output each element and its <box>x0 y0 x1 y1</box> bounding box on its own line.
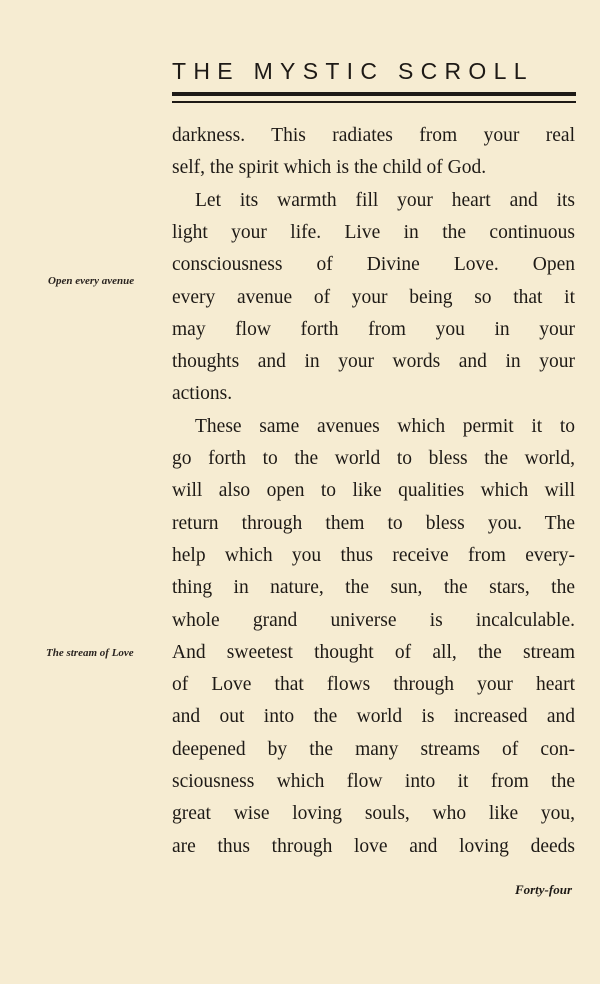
text-line: darkness. This radiates from your real <box>172 125 575 146</box>
text-line: Let its warmth fill your heart and its <box>195 189 575 211</box>
text-line: help which you thus receive from every- <box>172 544 575 566</box>
text-line: And sweetest thought of all, the stream <box>172 641 575 663</box>
text-line: great wise loving souls, who like you, <box>172 803 575 825</box>
text-line: will also open to like qualities which will <box>172 480 575 502</box>
text-line: These same avenues which permit it to <box>195 415 575 437</box>
margin-note: The stream of Love <box>46 647 134 659</box>
text-line: deepened by the many streams of con- <box>172 738 575 760</box>
text-line: thoughts and in your words and in your <box>172 351 575 373</box>
page-number: Forty-four <box>514 882 572 897</box>
text-line: are thus through love and loving deeds <box>172 835 575 857</box>
text-line: every avenue of your being so that it <box>172 286 575 308</box>
text-line: and out into the world is increased and <box>172 706 575 728</box>
text-line: of Love that flows through your heart <box>172 674 575 696</box>
header-rule-thin <box>172 101 576 103</box>
text-line: actions. <box>172 383 233 405</box>
text-line: may flow forth from you in your <box>172 318 575 340</box>
text-line: return through them to bless you. The <box>172 512 575 534</box>
text-line: thing in nature, the sun, the stars, the <box>172 577 575 599</box>
margin-note: Open every avenue <box>48 275 135 287</box>
text-line: whole grand universe is incalculable. <box>172 609 575 631</box>
header-rule-thick <box>172 92 576 96</box>
text-line: go forth to the world to bless the world, <box>172 448 575 469</box>
text-line: self, the spirit which is the child of God. <box>172 157 487 179</box>
text-line: light your life. Live in the continuous <box>172 221 575 243</box>
running-head: THE MYSTIC SCROLL <box>172 58 534 84</box>
text-line: consciousness of Divine Love. Open <box>172 254 575 276</box>
text-line: sciousness which flow into it from the <box>172 771 575 792</box>
